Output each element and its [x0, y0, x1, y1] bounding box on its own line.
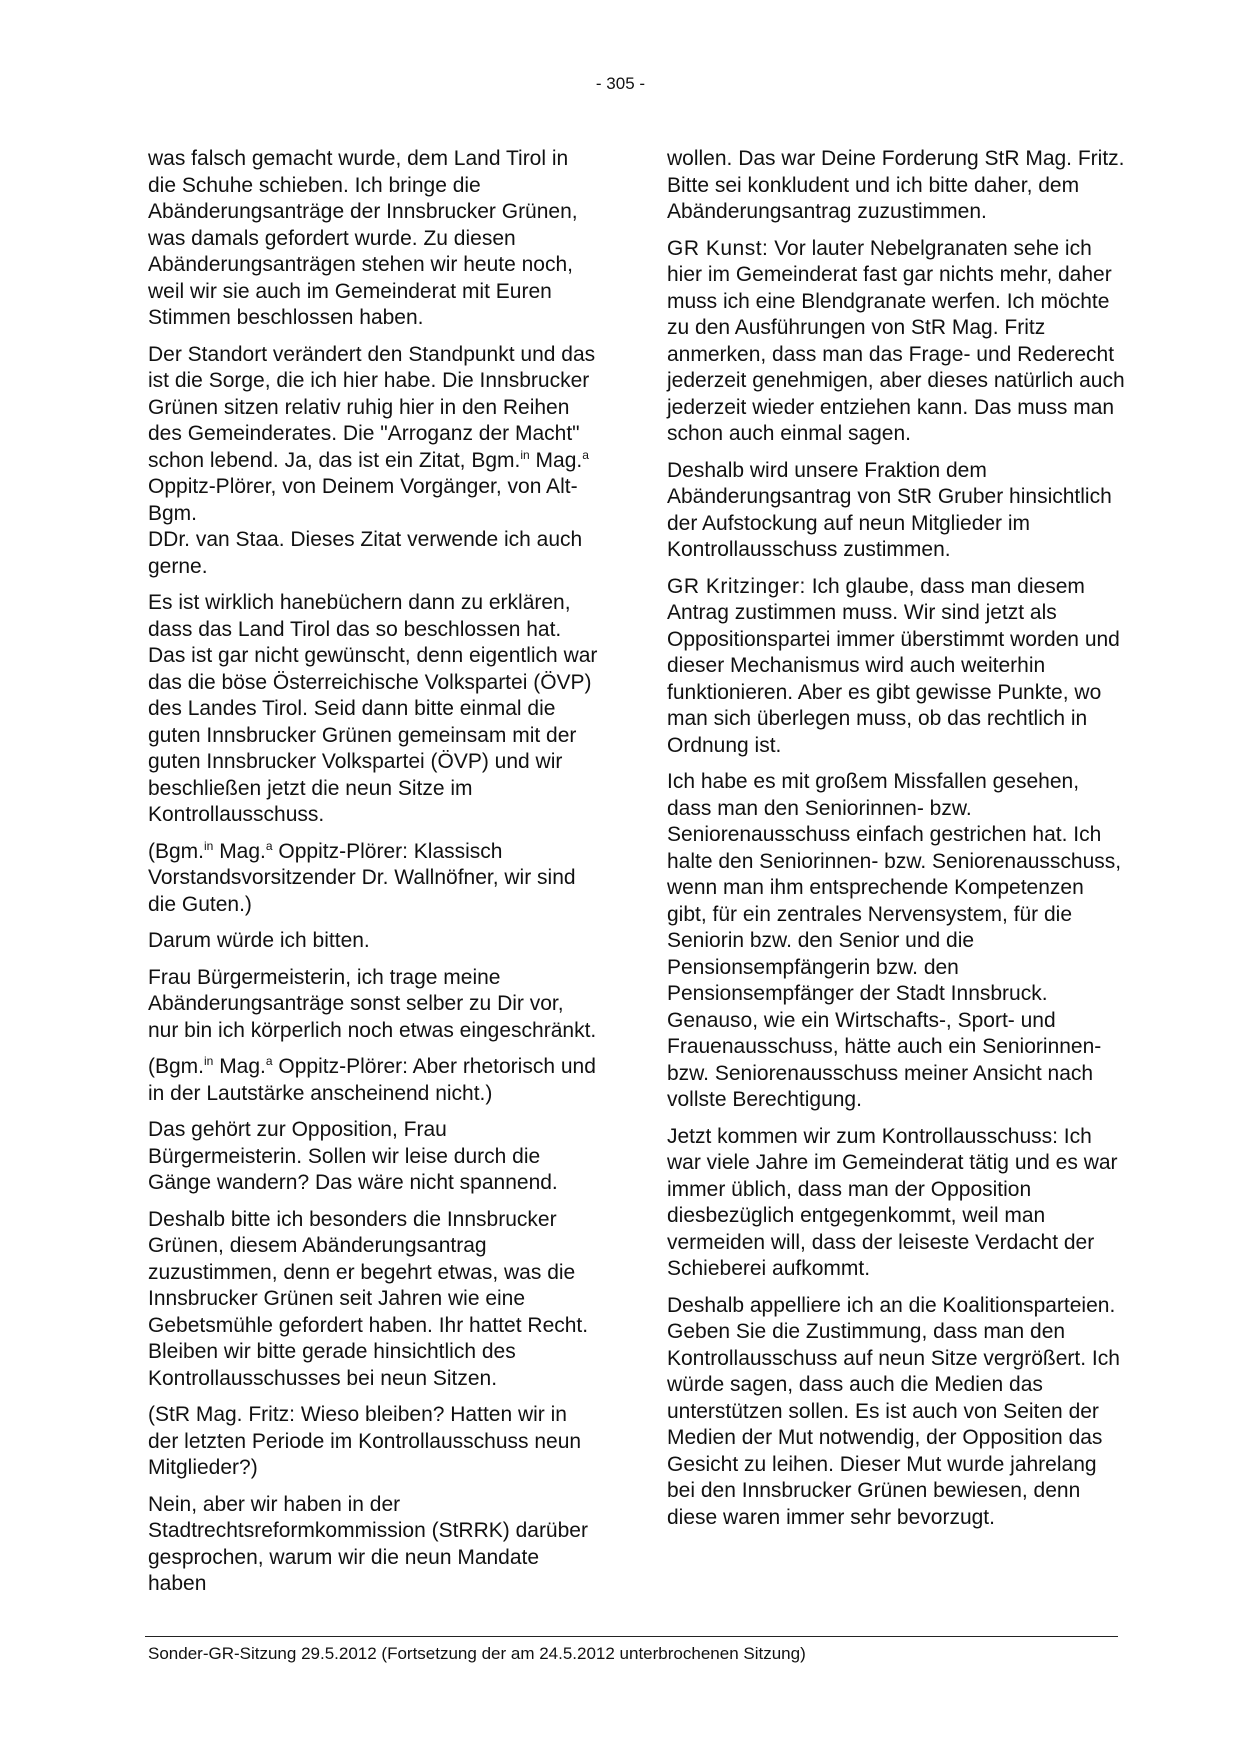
- right-paragraph-4: [667, 574, 1127, 760]
- left-paragraph-1: was falsch gemacht wurde, dem Land Tirol in die Schuhe schieben. Ich bringe die Abänderungsanträge der Innsbrucker Grünen, was damals gefordert wurde. Zu diesen Abänderungsanträgen stehen wir heute noch, weil wir sie auch im Gemeinderat mit Euren Stimmen beschlossen haben.: [148, 147, 578, 329]
- superscript: in: [204, 1054, 214, 1068]
- footer-text: Sonder-GR-Sitzung 29.5.2012 (Fortsetzung der am 24.5.2012 unterbrochenen Sitzung): [148, 1644, 806, 1663]
- superscript: in: [520, 447, 530, 462]
- right-paragraph-7: Deshalb appelliere ich an die Koalitionsparteien. Geben Sie die Zustimmung, dass man den Kontrollausschuss auf neun Sitze vergrößert. Ich würde sagen, dass auch die Medien das unterstützen sollen. Es ist auch von Seiten der Medien der Mut notwendig, der Opposition das Gesicht zu leihen. Dieser Mut wurde jahrelang bei den Innsbrucker Grünen bewiesen, denn diese waren immer sehr bevorzugt.: [667, 1293, 1120, 1529]
- right-paragraph-2: [667, 236, 1127, 448]
- right-paragraph-6: Jetzt kommen wir zum Kontrollausschuss: Ich war viele Jahre im Gemeinderat tätig und es war immer üblich, dass man der Opposition diesbezüglich entgegenkommt, weil man vermeiden will, dass der leiseste Verdacht der Schieberei aufkommt.: [667, 1124, 1118, 1280]
- right-paragraph-1: wollen. Das war Deine Forderung StR Mag. Fritz. Bitte sei konkludent und ich bitte daher, dem Abänderungsantrag zuzustimmen.: [667, 147, 1125, 223]
- text-run: (Bgm.: [148, 1055, 205, 1078]
- right-paragraph-5: Ich habe es mit großem Missfallen gesehen, dass man den Seniorinnen- bzw. Seniorenausschuss einfach gestrichen hat. Ich halte den Seniorinnen- bzw. Seniorenausschuss, wenn man ihm entsprechende Kompetenzen gibt, für ein zentrales Nervensystem, für die Seniorin bzw. den Senior und die Pensionsempfängerin bzw. den Pensionsempfänger der Stadt Innsbruck. Genauso, wie ein Wirtschafts-, Sport- und Frauenausschuss, hätte auch ein Seniorinnen- bzw. Seniorenausschuss meiner Ansicht nach vollste Berechtigung.: [667, 770, 1122, 1111]
- superscript: a: [582, 447, 589, 462]
- text-run: Oppitz-Plörer, von Deinem Vorgänger, von Alt-Bgm.: [148, 475, 578, 525]
- text-run: DDr. van Staa. Dieses Zitat verwende ich auch gerne.: [148, 528, 583, 578]
- speaker-name: GR Kunst:: [667, 236, 769, 260]
- superscript: in: [204, 838, 214, 853]
- superscript: a: [265, 838, 273, 853]
- left-column: [148, 146, 598, 1608]
- left-paragraph-8: Das gehört zur Opposition, Frau Bürgermeisterin. Sollen wir leise durch die Gänge wandern? Das wäre nicht spannend.: [148, 1118, 558, 1194]
- left-paragraph-2: [148, 342, 598, 581]
- text-run: Mag.: [213, 1055, 266, 1078]
- superscript: a: [265, 1054, 273, 1068]
- speaker-name: GR Kritzinger:: [667, 574, 806, 598]
- page-number: - 305 -: [595, 74, 646, 93]
- text-run: Vor lauter Nebelgranaten sehe ich hier im Gemeinderat fast gar nichts mehr, daher muss ich eine Blendgranate werfen. Ich möchte zu den Ausführungen von StR Mag. Fritz anmerken, dass man das Frage- und Rederecht jederzeit genehmigen, aber dieses natürlich auch jederzeit wieder entziehen kann. Das muss man schon auch einmal sagen.: [667, 236, 1125, 445]
- text-run: Oppitz-Plörer: Aber rhetorisch und in der Lautstärke anscheinend nicht.): [148, 1055, 596, 1105]
- left-paragraph-4: [148, 839, 598, 919]
- left-paragraph-5: Darum würde ich bitten.: [148, 929, 370, 952]
- text-run: Mag.: [529, 448, 583, 472]
- text-run: (Bgm.: [148, 839, 205, 863]
- left-paragraph-3: Es ist wirklich hanebüchern dann zu erklären, dass das Land Tirol das so beschlossen hat. Das ist gar nicht gewünscht, denn eigentlich war das die böse Österreichische Volkspartei (ÖVP) des Landes Tirol. Seid dann bitte einmal die guten Innsbrucker Grünen gemeinsam mit der guten Innsbrucker Volkspartei (ÖVP) und wir beschließen jetzt die neun Sitze im Kontrollausschuss.: [148, 591, 598, 826]
- left-paragraph-10: (StR Mag. Fritz: Wieso bleiben? Hatten wir in der letzten Periode im Kontrollausschuss neun Mitglieder?): [148, 1403, 582, 1479]
- text-run: Mag.: [213, 839, 266, 863]
- text-run: Ich glaube, dass man diesem Antrag zustimmen muss. Wir sind jetzt als Oppositionspartei immer überstimmt worden und dieser Mechanismus wird auch weiterhin funktionieren. Aber es gibt gewisse Punkte, wo man sich überlegen muss, ob das rechtlich in Ordnung ist.: [667, 574, 1120, 757]
- left-paragraph-9: Deshalb bitte ich besonders die Innsbrucker Grünen, diesem Abänderungsantrag zuzustimmen, denn er begehrt etwas, was die Innsbrucker Grünen seit Jahren wie eine Gebetsmühle gefordert haben. Ihr hattet Recht. Bleiben wir bitte gerade hinsichtlich des Kontrollausschusses bei neun Sitzen.: [148, 1207, 589, 1390]
- left-paragraph-6: Frau Bürgermeisterin, ich trage meine Abänderungsanträge sonst selber zu Dir vor, nur bin ich körperlich noch etwas eingeschränkt.: [148, 965, 597, 1042]
- text-run: Oppitz-Plörer: Klassisch Vorstandsvorsitzender Dr. Wallnöfner, wir sind die Guten.): [148, 839, 576, 916]
- left-paragraph-11: Nein, aber wir haben in der Stadtrechtsreformkommission (StRRK) darüber gesprochen, warum wir die neun Mandate haben: [148, 1492, 588, 1595]
- right-column: [667, 146, 1127, 1541]
- right-paragraph-3: Deshalb wird unsere Fraktion dem Abänderungsantrag von StR Gruber hinsichtlich der Aufstockung auf neun Mitglieder im Kontrollausschuss zustimmen.: [667, 458, 1112, 561]
- footer-divider: [145, 1636, 1118, 1637]
- text-run: Der Standort verändert den Standpunkt und das ist die Sorge, die ich hier habe. Die Innsbrucker Grünen sitzen relativ ruhig hier in den Reihen des Gemeinderates. Die "Arroganz der Macht" schon lebend. Ja, das ist ein Zitat, Bgm.: [148, 342, 596, 472]
- left-paragraph-7: [148, 1054, 598, 1107]
